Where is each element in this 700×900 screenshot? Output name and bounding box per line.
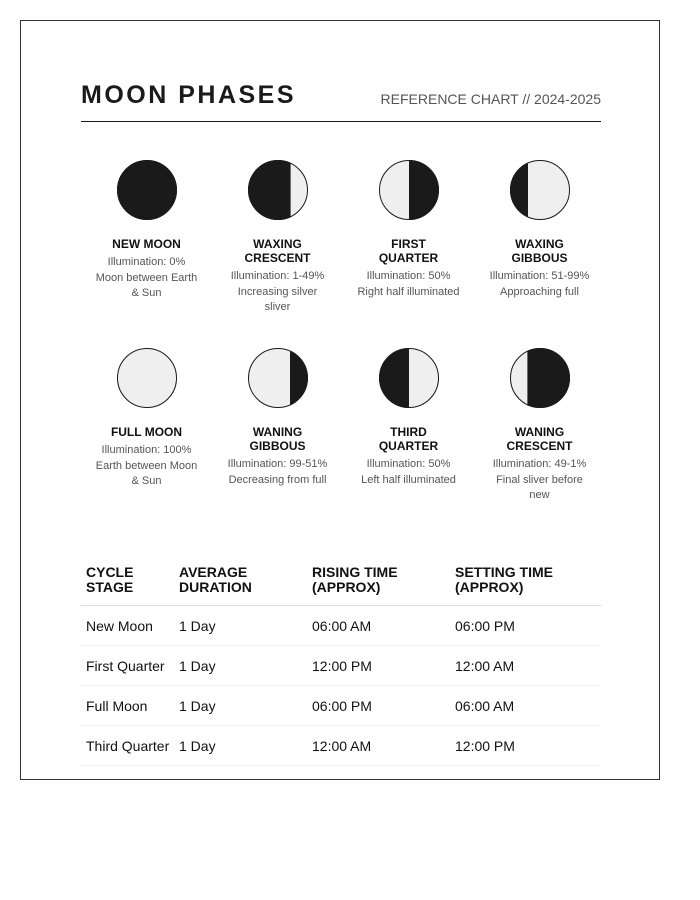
page-subtitle: REFERENCE CHART // 2024-2025 bbox=[380, 91, 601, 107]
table-row bbox=[81, 686, 601, 726]
phase-description: Moon between Earth & Sun bbox=[95, 271, 198, 299]
phase-row bbox=[81, 347, 605, 513]
waning-gibbous-icon bbox=[247, 347, 309, 409]
phase-description: Left half illuminated bbox=[361, 473, 456, 486]
reference-card bbox=[20, 20, 660, 780]
table-cell: 06:00 PM bbox=[307, 686, 450, 726]
phase-description: Right half illuminated bbox=[357, 285, 460, 298]
phase-card bbox=[343, 159, 474, 325]
table-cell: 1 Day bbox=[174, 726, 307, 766]
table-cell: 1 Day bbox=[174, 606, 307, 646]
moon-shadow bbox=[290, 347, 308, 409]
waxing-crescent-icon bbox=[247, 159, 309, 221]
phase-illumination: Illumination: 0% bbox=[107, 256, 186, 268]
table-row bbox=[81, 726, 601, 766]
phase-illumination: Illumination: 51-99% bbox=[489, 270, 590, 282]
phase-card bbox=[81, 347, 212, 513]
full-moon-icon bbox=[116, 347, 178, 409]
phase-description: Increasing silver sliver bbox=[237, 285, 318, 313]
table-row bbox=[81, 606, 601, 646]
phase-grid bbox=[81, 159, 605, 513]
table-row bbox=[81, 646, 601, 686]
column-header: AVERAGE DURATION bbox=[174, 561, 307, 606]
table-cell: 12:00 PM bbox=[307, 646, 450, 686]
moon-shadow bbox=[409, 159, 439, 221]
cycle-table bbox=[81, 561, 601, 766]
phase-card bbox=[474, 159, 605, 325]
phase-illumination: Illumination: 50% bbox=[366, 458, 451, 470]
phase-description: Final sliver before new bbox=[496, 473, 583, 501]
phase-name: WAXING GIBBOUS bbox=[511, 237, 568, 265]
phase-row bbox=[81, 159, 605, 325]
table-cell: First Quarter bbox=[81, 646, 174, 686]
moon-shadow bbox=[527, 347, 570, 409]
table-cell: 06:00 AM bbox=[307, 606, 450, 646]
phase-name: NEW MOON bbox=[112, 237, 181, 251]
table-cell: 1 Day bbox=[174, 686, 307, 726]
page-title: MOON PHASES bbox=[81, 81, 297, 109]
phase-card bbox=[81, 159, 212, 325]
phase-name: WANING GIBBOUS bbox=[249, 425, 306, 453]
table-cell: Full Moon bbox=[81, 686, 174, 726]
phase-name: WAXING CRESCENT bbox=[244, 237, 311, 265]
table-cell: 12:00 PM bbox=[450, 726, 601, 766]
waxing-gibbous-icon bbox=[509, 159, 571, 221]
table-cell: 12:00 AM bbox=[450, 646, 601, 686]
moon-shadow bbox=[379, 347, 409, 409]
column-header: CYCLE STAGE bbox=[81, 561, 174, 606]
phase-card bbox=[212, 347, 343, 513]
table-cell: 12:00 AM bbox=[307, 726, 450, 766]
column-header: RISING TIME (APPROX) bbox=[307, 561, 450, 606]
table-header-row bbox=[81, 561, 601, 606]
new-moon-icon bbox=[116, 159, 178, 221]
phase-card bbox=[343, 347, 474, 513]
table-cell: 06:00 PM bbox=[450, 606, 601, 646]
phase-name: FIRST QUARTER bbox=[378, 237, 439, 265]
phase-illumination: Illumination: 1-49% bbox=[230, 270, 325, 282]
phase-description: Approaching full bbox=[500, 285, 579, 298]
header bbox=[81, 81, 601, 122]
phase-card bbox=[212, 159, 343, 325]
moon-shadow bbox=[510, 159, 528, 221]
phase-description: Decreasing from full bbox=[228, 473, 327, 486]
moon-shadow bbox=[248, 159, 291, 221]
table-cell: Third Quarter bbox=[81, 726, 174, 766]
phase-illumination: Illumination: 100% bbox=[101, 444, 192, 456]
first-quarter-icon bbox=[378, 159, 440, 221]
table-cell: 1 Day bbox=[174, 646, 307, 686]
phase-illumination: Illumination: 49-1% bbox=[492, 458, 587, 470]
phase-card bbox=[474, 347, 605, 513]
phase-illumination: Illumination: 50% bbox=[366, 270, 451, 282]
waning-crescent-icon bbox=[509, 347, 571, 409]
third-quarter-icon bbox=[378, 347, 440, 409]
table-cell: New Moon bbox=[81, 606, 174, 646]
phase-description: Earth between Moon & Sun bbox=[95, 459, 198, 487]
phase-name: WANING CRESCENT bbox=[506, 425, 573, 453]
phase-name: FULL MOON bbox=[110, 425, 183, 439]
phase-name: THIRD QUARTER bbox=[378, 425, 439, 453]
table-cell: 06:00 AM bbox=[450, 686, 601, 726]
phase-illumination: Illumination: 99-51% bbox=[227, 458, 328, 470]
column-header: SETTING TIME (APPROX) bbox=[450, 561, 601, 606]
